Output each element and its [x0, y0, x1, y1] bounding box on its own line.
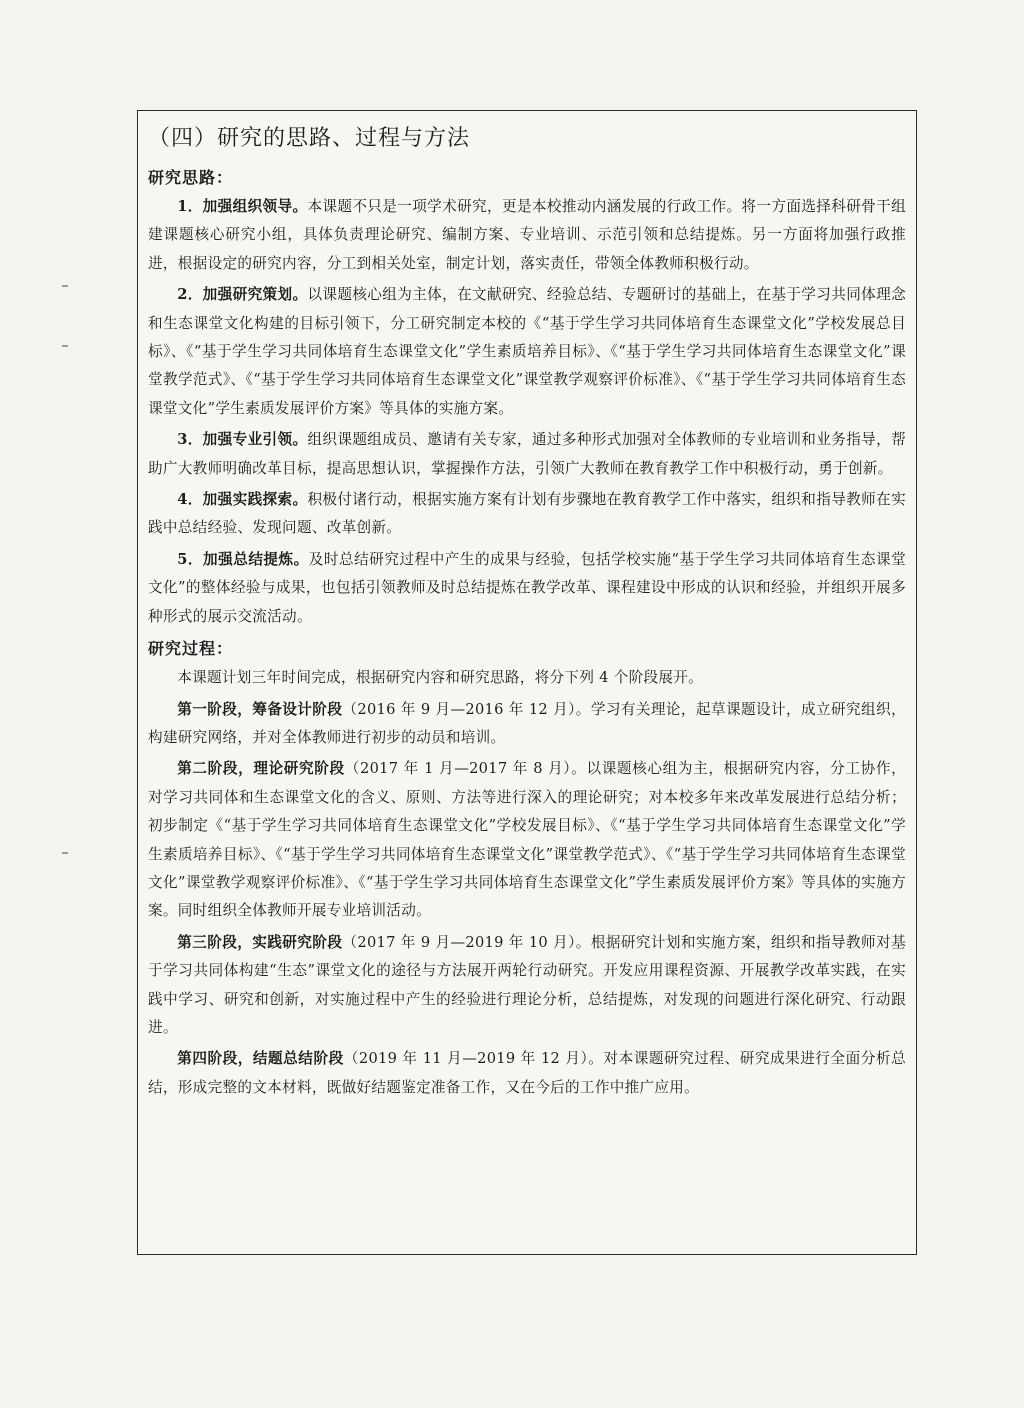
stage-paragraph	[148, 755, 906, 925]
ideas-heading: 研究思路：	[148, 168, 234, 187]
idea-text: 及时总结研究过程中产生的成果与经验，包括学校实施“基于学生学习共同体培育生态课堂文化”的整体经验与成果，也包括引领教师及时总结提炼在教学改革、课程建设中形成的认识和经验，并组织开展多种形式的展示交流活动。	[148, 550, 906, 625]
stage-paragraph	[148, 929, 906, 1043]
scan-mark	[62, 285, 68, 287]
section-title: （四）研究的思路、过程与方法	[148, 126, 471, 151]
stage-paragraph	[148, 1045, 906, 1102]
idea-lead: 3．加强专业引领。	[177, 431, 308, 449]
stage-lead: 第二阶段，理论研究阶段	[177, 760, 345, 778]
stage-text: （2017 年 9 月—2019 年 10 月）。根据研究计划和实施方案，组织和指导教师对基于学习共同体构建“生态”课堂文化的途径与方法展开两轮行动研究。开发应用课程资源、开展教学改革实践，在实践中学习、研究和创新，对实施过程中产生的经验进行理论分析，总结提炼，对发现的问题进行深化研究、行动跟进。	[148, 933, 906, 1036]
stage-lead: 第四阶段，结题总结阶段	[177, 1050, 344, 1068]
idea-text: 组织课题组成员、邀请有关专家，通过多种形式加强对全体教师的专业培训和业务指导，帮助广大教师明确改革目标，提高思想认识，掌握操作方法，引领广大教师在教育教学工作中积极行动，勇于创新。	[148, 431, 906, 477]
idea-text: 本课题不只是一项学术研究，更是本校推动内涵发展的行政工作。将一方面选择科研骨干组建课题核心研究小组，具体负责理论研究、编制方案、专业培训、示范引领和总结提炼。另一方面将加强行政推进，根据设定的研究内容，分工到相关处室，制定计划，落实责任，带领全体教师积极行动。	[148, 198, 906, 272]
idea-lead: 5．加强总结提炼。	[177, 550, 309, 568]
stage-lead: 第三阶段，实践研究阶段	[177, 933, 343, 951]
document-content	[148, 121, 906, 1105]
idea-lead: 4．加强实践探索。	[177, 491, 308, 509]
process-intro: 本课题计划三年时间完成，根据研究内容和研究思路，将分下列 4 个阶段展开。	[177, 669, 704, 687]
idea-text: 以课题核心组为主体，在文献研究、经验总结、专题研讨的基础上，在基于学习共同体理念和生态课堂文化构建的目标引领下，分工研究制定本校的《“基于学生学习共同体培育生态课堂文化”学校发展总目标》、《“基于学生学习共同体培育生态课堂文化”学生素质培养目标》、《“基于学生学习共同体培育生态课堂文化”课堂教学范式》、《“基于学生学习共同体培育生态课堂文化”课堂教学观察评价标准》、《“基于学生学习共同体培育生态课堂文化”学生素质发展评价方案》等具体的实施方案。	[148, 286, 906, 417]
idea-paragraph	[148, 193, 906, 278]
stage-lead: 第一阶段，筹备设计阶段	[177, 700, 343, 718]
process-heading: 研究过程：	[148, 639, 234, 659]
stage-paragraph	[148, 696, 906, 753]
stage-text: （2019 年 11 月—2019 年 12 月）。对本课题研究过程、研究成果进行全面分析总结，形成完整的文本材料，既做好结题鉴定准备工作，又在今后的工作中推广应用。	[148, 1050, 906, 1096]
idea-paragraph	[148, 486, 906, 543]
idea-text: 积极付诸行动，根据实施方案有计划有步骤地在教育教学工作中落实，组织和指导教师在实践中总结经验、发现问题、改革创新。	[148, 491, 906, 537]
scan-mark	[62, 345, 68, 347]
idea-paragraph	[148, 426, 906, 483]
scan-mark	[62, 852, 68, 854]
stage-text: （2016 年 9 月—2016 年 12 月）。学习有关理论，起草课题设计，成立研究组织，构建研究网络，并对全体教师进行初步的动员和培训。	[148, 700, 906, 746]
idea-paragraph	[148, 281, 906, 423]
document-frame	[137, 110, 917, 1255]
idea-paragraph	[148, 546, 906, 631]
idea-lead: 1．加强组织领导。	[177, 198, 308, 215]
stage-text: （2017 年 1 月—2017 年 8 月）。以课题核心组为主，根据研究内容，分工协作，对学习共同体和生态课堂文化的含义、原则、方法等进行深入的理论研究；对本校多年来改革发展进行总结分析；初步制定《“基于学生学习共同体培育生态课堂文化”学校发展目标》、《“基于学生学习共同体培育生态课堂文化”学生素质培养目标》、《“基于学生学习共同体培育生态课堂文化”课堂教学范式》、《“基于学生学习共同体培育生态课堂文化”课堂教学观察评价标准》、《“基于学生学习共同体培育生态课堂文化”学生素质发展评价方案》等具体的实施方案。同时组织全体教师开展专业培训活动。	[148, 760, 906, 920]
idea-lead: 2．加强研究策划。	[177, 286, 308, 304]
